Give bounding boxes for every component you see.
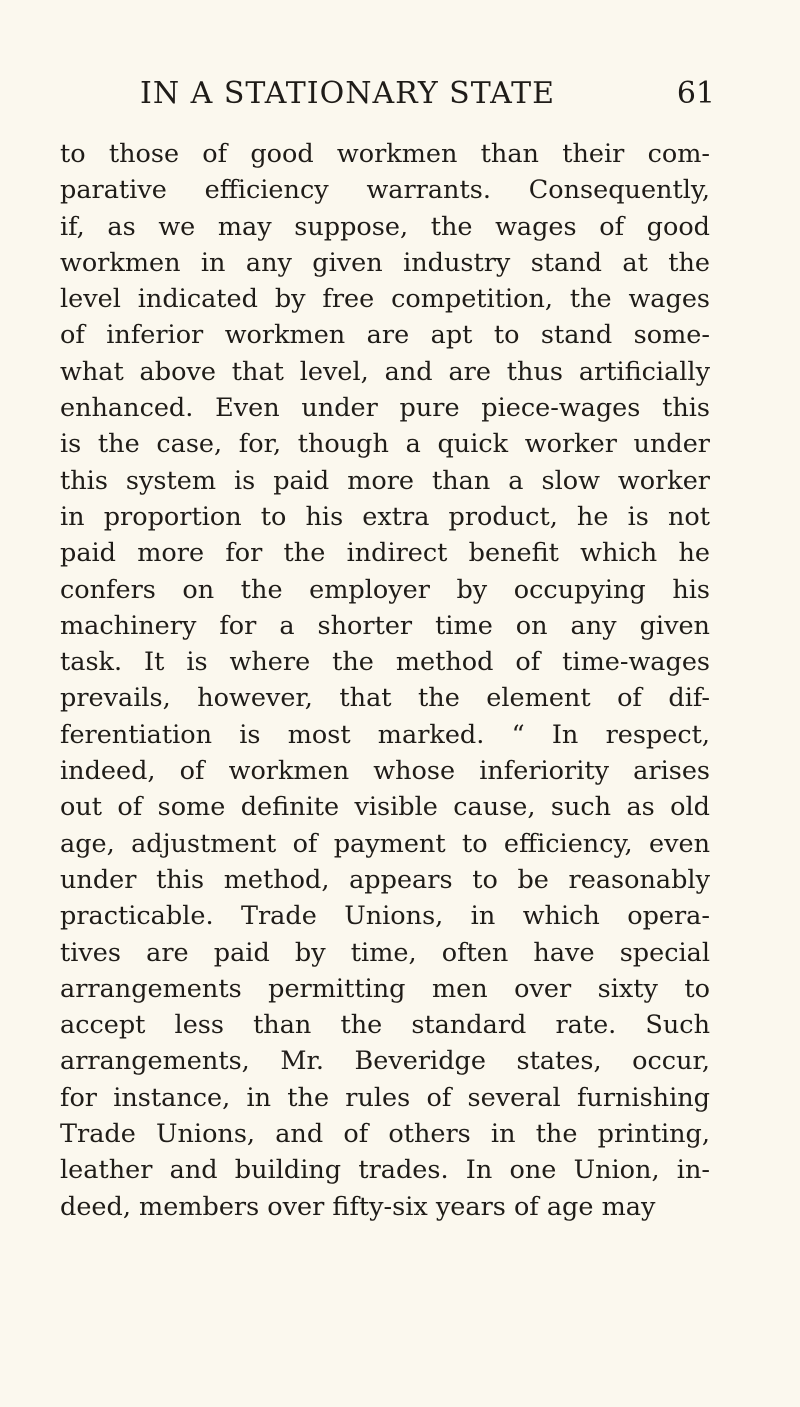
text-line: out of some definite visible cause, such as old [60, 792, 710, 823]
text-line: what above that level, and are thus artificially [60, 356, 710, 387]
text-line: this system is paid more than a slow worker [60, 465, 710, 496]
text-line: enhanced. Even under pure piece-wages this [60, 393, 710, 424]
text-line: under this method, appears to be reasonably [60, 864, 710, 895]
text-line: confers on the employer by occupying his [60, 574, 710, 605]
text-line: of inferior workmen are apt to stand some- [60, 320, 710, 351]
body-text [60, 136, 710, 1225]
text-line: leather and building trades. In one Union, in- [60, 1155, 710, 1186]
text-line: machinery for a shorter time on any given [60, 610, 710, 641]
running-head [140, 74, 715, 114]
text-line: Trade Unions, and of others in the printing, [60, 1119, 710, 1150]
text-line: ferentiation is most marked. “ In respect, [60, 719, 710, 750]
text-line: if, as we may suppose, the wages of good [60, 211, 710, 242]
text-line: level indicated by free competition, the wages [60, 284, 710, 315]
text-line: to those of good workmen than their com- [60, 139, 710, 169]
text-line: indeed, of workmen whose inferiority arises [60, 756, 710, 787]
text-line: for instance, in the rules of several furnishing [60, 1082, 710, 1113]
text-line: paid more for the indirect benefit which he [60, 538, 710, 569]
text-line: age, adjustment of payment to efficiency, even [60, 828, 710, 859]
text-line: accept less than the standard rate. Such [60, 1010, 710, 1041]
text-line: arrangements, Mr. Beveridge states, occur, [60, 1046, 710, 1077]
text-line: prevails, however, that the element of dif- [60, 683, 710, 714]
text-line: workmen in any given industry stand at the [60, 247, 710, 278]
text-line: arrangements permitting men over sixty to [60, 973, 710, 1004]
text-line: practicable. Trade Unions, in which opera- [60, 901, 710, 932]
text-line: deed, members over fifty-six years of age may [60, 1191, 656, 1222]
text-line: task. It is where the method of time-wages [60, 647, 710, 678]
text-line: parative efficiency warrants. Consequently, [60, 175, 710, 206]
page-number: 61 [676, 76, 715, 111]
text-line: in proportion to his extra product, he is not [60, 501, 710, 532]
text-line: tives are paid by time, often have special [60, 937, 710, 968]
text-line: is the case, for, though a quick worker under [60, 429, 710, 460]
running-title: IN A STATIONARY STATE [140, 76, 556, 111]
